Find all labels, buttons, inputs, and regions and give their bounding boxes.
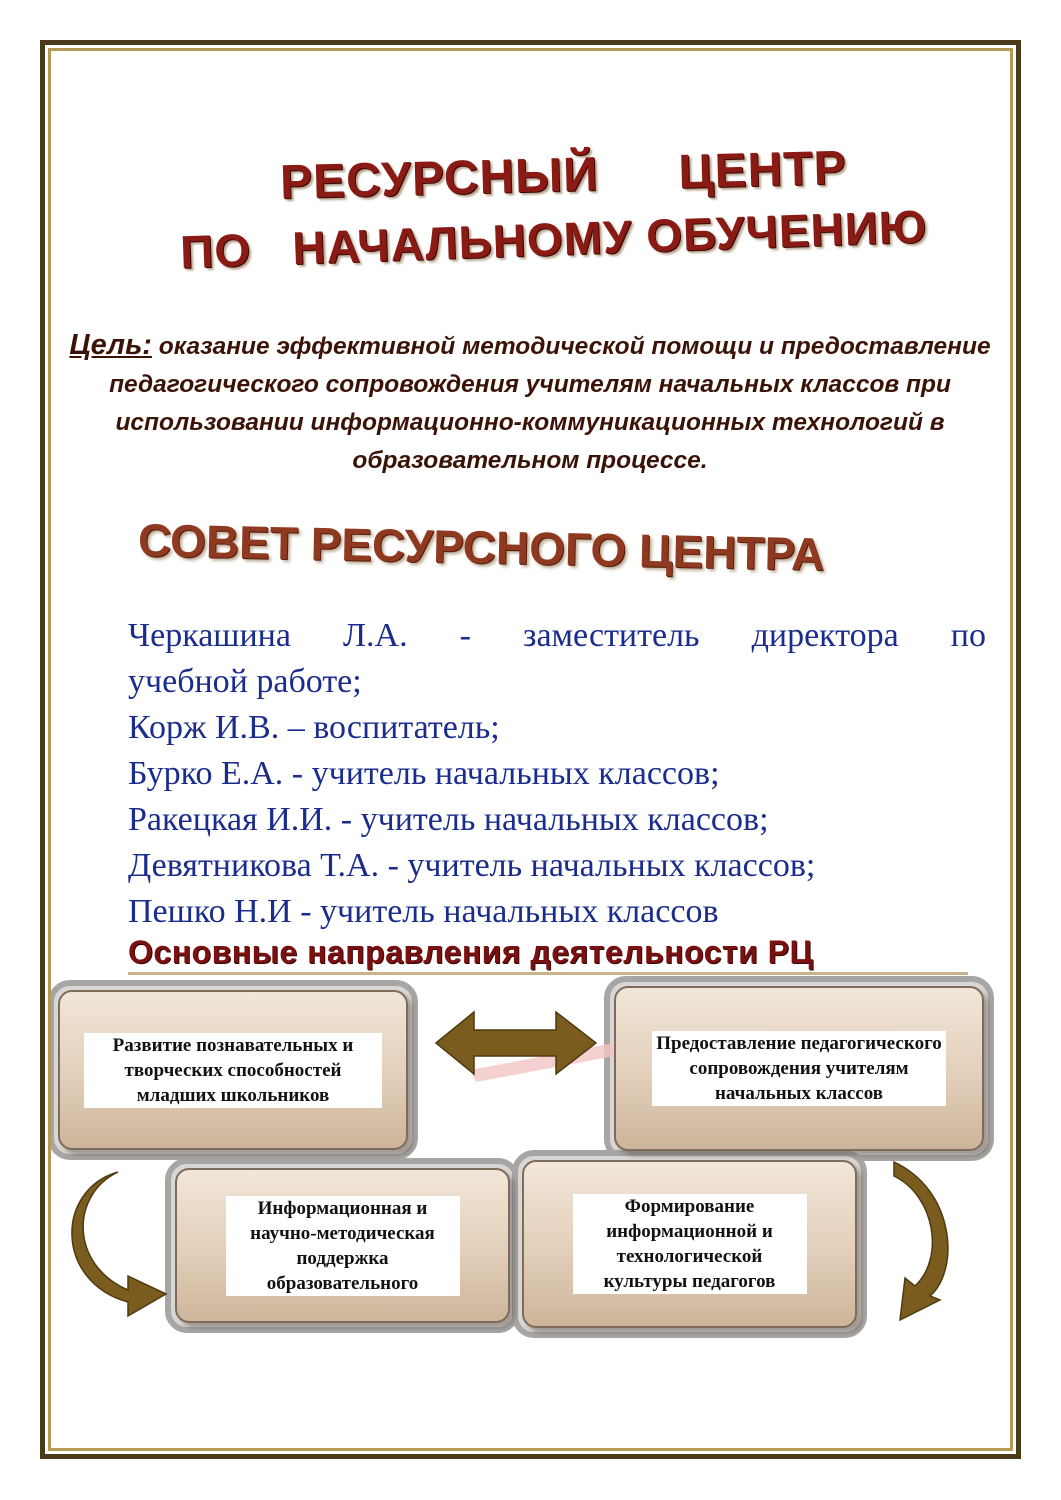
goal-label: Цель: [69,329,152,361]
direction-card-text: Развитие познавательных и творческих способностей младших школьников [84,1033,382,1108]
curved-arrow-left-icon [72,1172,166,1316]
member-line: Девятникова Т.А. - учитель начальных классов; [128,847,816,884]
direction-card-text: Информационная и научно-методическая поддержка образовательного [226,1196,460,1296]
main-title-line-2: ПО НАЧАЛЬНОМУ ОБУЧЕНИЮ [179,199,928,279]
member-line: Черкашина Л.А. - заместитель директора по [128,617,986,654]
council-heading: СОВЕТ РЕСУРСНОГО ЦЕНТРА [137,513,825,581]
member-line: Бурко Е.А. - учитель начальных классов; [128,755,720,792]
goal-text: оказание эффективной методической помощи и предоставление педагогического сопровождения учителям начальных классов при использовании информационно-коммуникационных технологий в образовательном процессе. [109,333,991,474]
direction-card-text: Формирование информационной и технологической культуры педагогов [573,1194,807,1294]
curved-arrow-right-icon [894,1162,948,1320]
member-line: Корж И.В. – воспитатель; [128,709,500,746]
member-line: Ракецкая И.И. - учитель начальных классов; [128,801,769,838]
direction-card [614,986,984,1151]
direction-card [58,990,408,1150]
direction-card [522,1160,857,1328]
title-word-centr: ЦЕНТР [677,141,848,199]
directions-heading: Основные направления деятельности РЦ [128,934,814,970]
member-line: учебной работе; [128,663,362,700]
title-word-resursny: РЕСУРСНЫЙ [279,148,600,210]
direction-card [175,1168,510,1323]
member-line: Пешко Н.И - учитель начальных классов [128,893,719,930]
direction-card-text: Предоставление педагогического сопровождения учителям начальных классов [652,1031,946,1106]
